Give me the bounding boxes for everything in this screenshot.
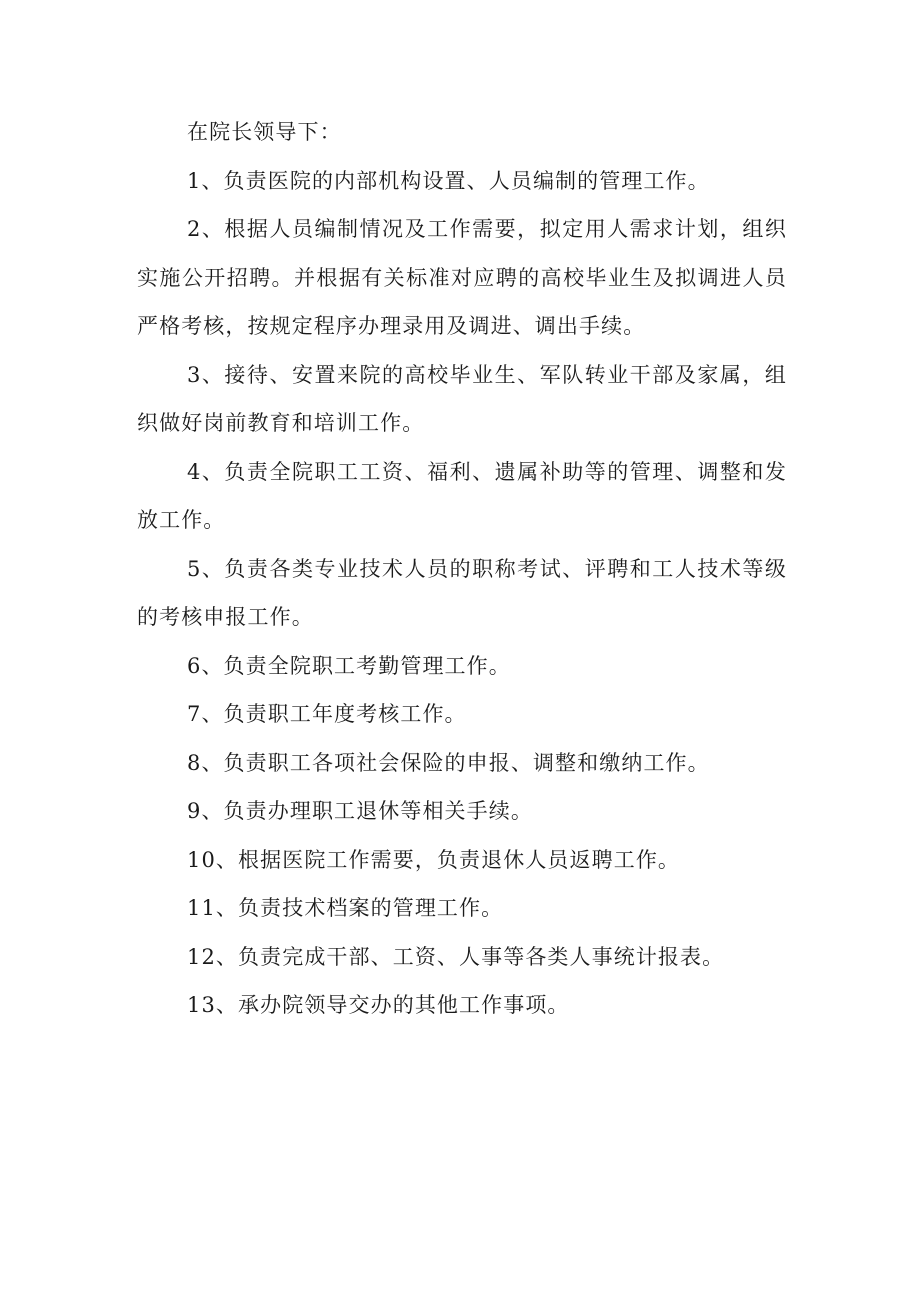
duty-item-9: 9、负责办理职工退休等相关手续。	[187, 799, 533, 823]
duty-item-10: 10、根据医院工作需要，负责退休人员返聘工作。	[187, 847, 681, 872]
duty-item-13: 13、承办院领导交办的其他工作事项。	[187, 993, 570, 1017]
document-body	[137, 108, 787, 1030]
duty-item-1: 1、负责医院的内部机构设置、人员编制的管理工作。	[187, 168, 710, 193]
duty-item-2: 2、根据人员编制情况及工作需要，拟定用人需求计划，组织实施公开招聘。并根据有关标准对应聘的高校毕业生及拟调进人员严格考核，按规定程序办理录用及调进、调出手续。	[137, 217, 787, 338]
duty-item-4: 4、负责全院职工工资、福利、遗属补助等的管理、调整和发放工作。	[137, 459, 787, 532]
duty-item-12: 12、负责完成干部、工资、人事等各类人事统计报表。	[187, 944, 725, 969]
duty-item-11: 11、负责技术档案的管理工作。	[187, 896, 504, 920]
intro-paragraph: 在院长领导下：	[187, 120, 342, 144]
duty-item-5: 5、负责各类专业技术人员的职称考试、评聘和工人技术等级的考核申报工作。	[137, 556, 787, 629]
duty-item-6: 6、负责全院职工考勤管理工作。	[187, 653, 511, 678]
duty-item-7: 7、负责职工年度考核工作。	[187, 702, 467, 726]
duty-item-3: 3、接待、安置来院的高校毕业生、军队转业干部及家属，组织做好岗前教育和培训工作。	[137, 362, 787, 435]
duty-item-8: 8、负责职工各项社会保险的申报、调整和缴纳工作。	[187, 750, 710, 775]
